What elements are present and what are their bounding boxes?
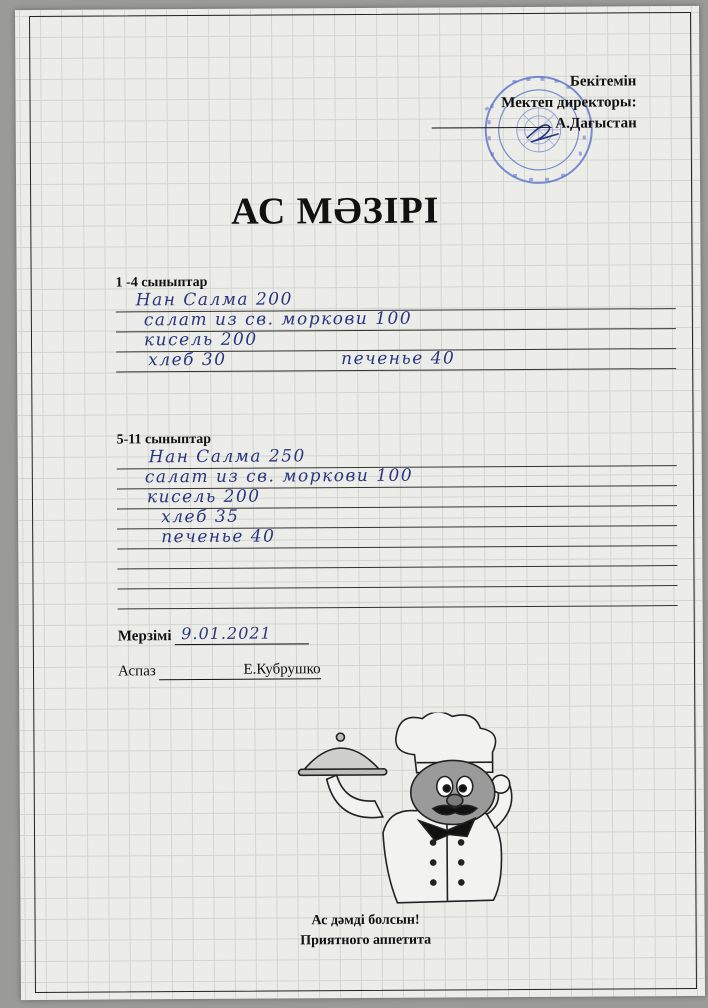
menu-item: хлеб 35: [161, 506, 240, 528]
section-label-grades-5-11: 5-11 сыныптар: [116, 431, 212, 448]
menu-item: Нан Салма 250: [148, 446, 306, 468]
date-label: Мерзімі: [117, 628, 172, 645]
menu-list-grades-1-4: [116, 289, 676, 372]
approval-position: Мектеп директоры:: [501, 94, 637, 112]
date-blank: [175, 623, 309, 645]
director-name: А.Дағыстан: [555, 115, 637, 132]
footer-greeting-kazakh: Ас дәмді болсын!: [311, 912, 420, 929]
approval-block: [431, 71, 637, 135]
section-label-grades-1-4: 1 -4 сыныптар: [115, 274, 208, 291]
cook-field: [118, 661, 321, 680]
cook-name: Е.Кубрушко: [243, 661, 321, 678]
cook-signature-line: [160, 679, 244, 681]
date-field: [118, 623, 310, 645]
menu-sheet: [15, 6, 705, 1000]
ruled-line: [116, 349, 676, 372]
menu-item: кисель 200: [146, 486, 261, 508]
menu-item: печенье 40: [341, 348, 456, 370]
signature-line: [431, 127, 551, 129]
cook-label: Аспаз: [117, 663, 156, 680]
menu-item: салат из св. моркови 100: [144, 465, 414, 488]
footer-greeting-russian: Приятного аппетита: [300, 932, 432, 949]
ruled-line: [118, 586, 678, 609]
page-border: [29, 12, 697, 993]
menu-item: Нан Салма 200: [135, 289, 293, 311]
menu-item: кисель 200: [143, 329, 258, 351]
menu-item: хлеб 30: [148, 349, 227, 371]
chef-illustration: [296, 712, 517, 908]
menu-item: печенье 40: [161, 526, 276, 548]
menu-item: салат из св. моркови 100: [143, 308, 413, 331]
page-title: АС МӘЗІРІ: [231, 189, 440, 233]
approval-signature-row: [431, 113, 636, 135]
approval-heading: Бекітемін: [569, 73, 637, 90]
date-value: 9.01.2021: [181, 623, 272, 644]
menu-list-grades-5-11: [117, 446, 678, 609]
